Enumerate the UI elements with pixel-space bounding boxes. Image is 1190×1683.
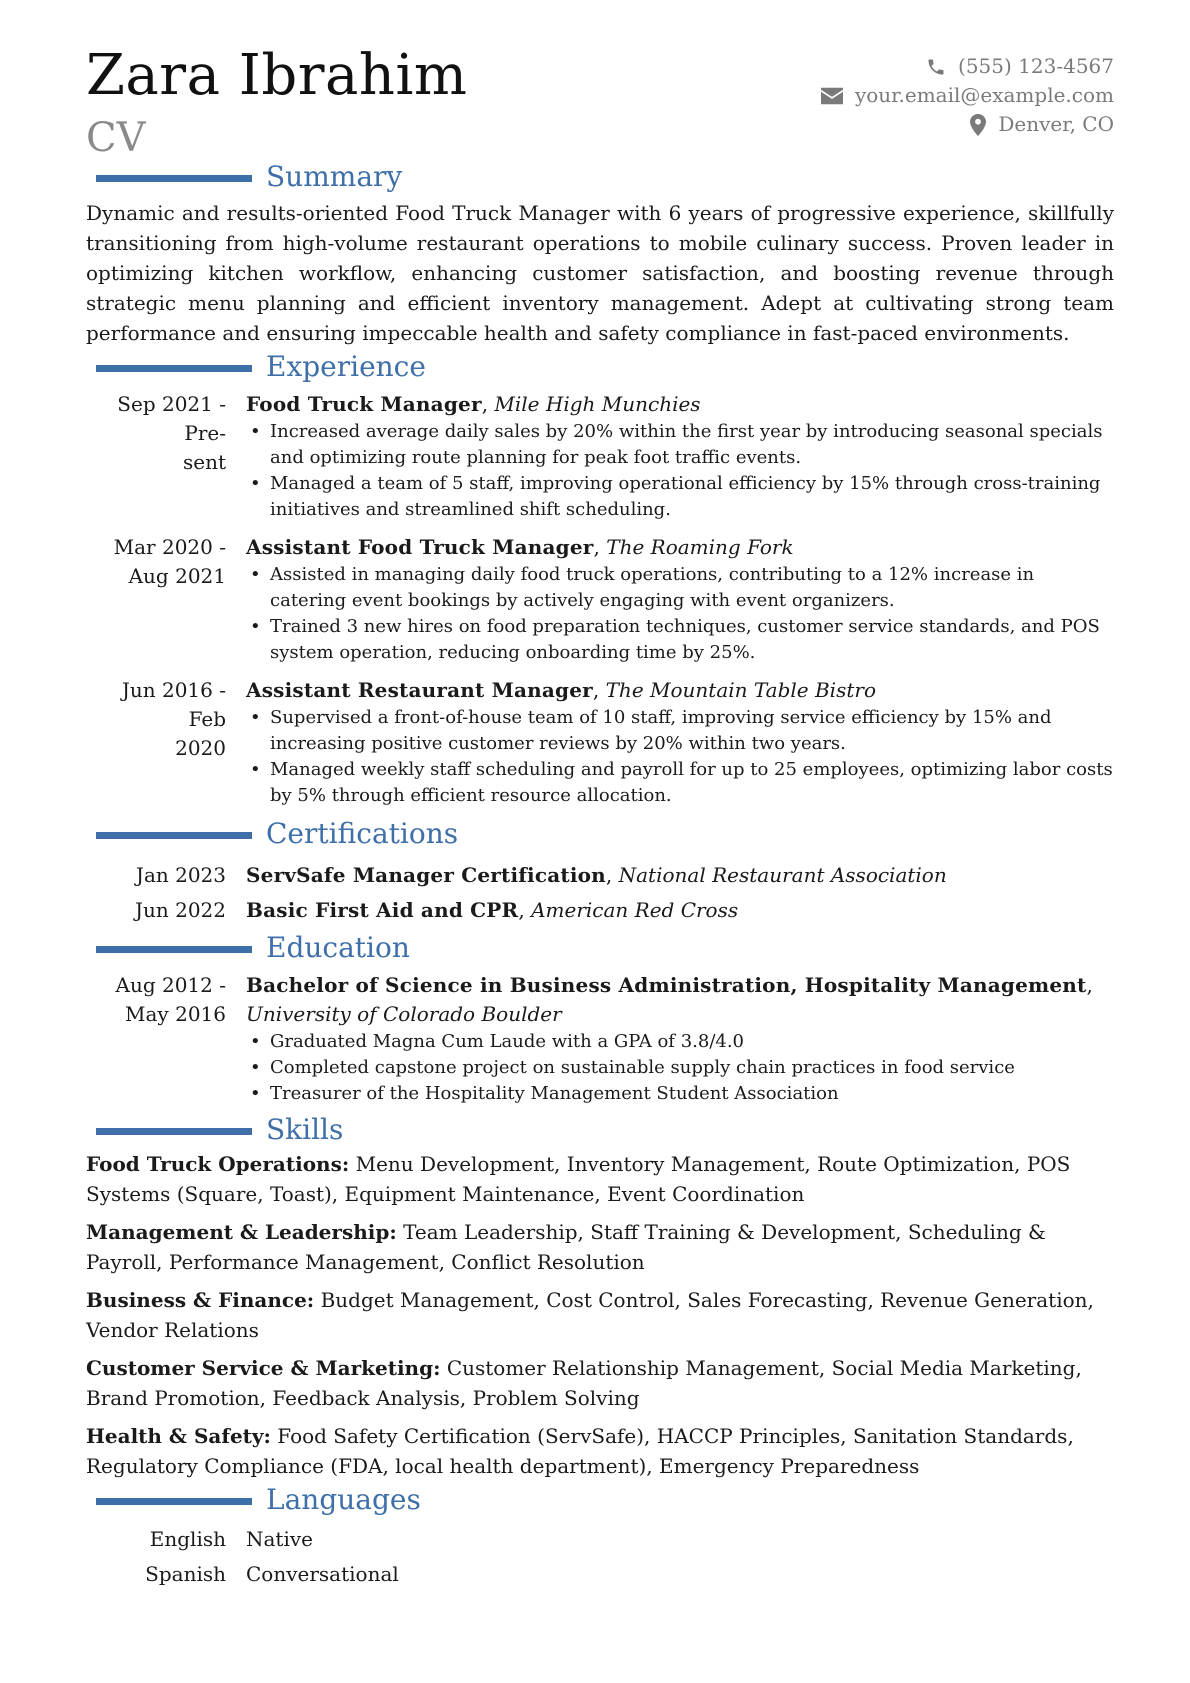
section-skills-header [86,1115,1114,1149]
school-name: University of Colorado Boulder [246,1002,562,1026]
job-title: Assistant Food Truck Manager [246,535,594,559]
entry-date [86,971,246,1107]
list-item: • Supervised a front-of-house team of 10 staff, improving service efficiency by 15% and increasing positive customer reviews by 20% within two years. [270,705,1114,757]
skill-items: Customer Relationship Management, Social Media Marketing, Brand Promotion, Feedback Analysis, Problem Solving [86,1356,1082,1410]
skill-group [86,1353,1114,1413]
entry-body: Bachelor of Science in Business Administration, Hospitality Management, University of Colorado Boulder • Graduated Magna Cum Laude with a GPA of 3.8/4.0 • Completed capstone project on sustainable supply chain practices in food service • Treasurer of the Hospitality Management Student Association [246,971,1114,1107]
entry-date [86,676,246,809]
entry-body: Assistant Food Truck Manager, The Roaming Fork • Assisted in managing daily food truck operations, contributing to a 12% increase in catering event bookings by actively engaging with event organizers. • Trained 3 new hires on food preparation techniques, customer service standards, and POS system operation, reducing onboarding time by 25%. [246,533,1114,666]
list-item: • Managed weekly staff scheduling and payroll for up to 25 employees, optimizing labor costs by 5% through efficient resource allocation. [270,757,1114,809]
section-title: Skills [266,1113,344,1146]
list-item: • Graduated Magna Cum Laude with a GPA of 3.8/4.0 [270,1029,1114,1055]
section-title: Education [266,931,410,964]
job-title: Assistant Restaurant Manager [246,678,593,702]
section-experience-header [86,352,1114,386]
certification-title: Basic First Aid and CPR [246,898,519,922]
skill-items: Food Safety Certification (ServSafe), HACCP Principles, Sanitation Standards, Regulatory Compliance (FDA, local health department), Emergency Preparedness [86,1424,1074,1478]
section-title: Certifications [266,817,459,850]
language-name: Spanish [145,1562,226,1586]
section-bar [96,175,252,182]
skill-category: Health & Safety: [86,1424,271,1448]
employer: Mile High Munchies [494,392,701,416]
list-item: • Managed a team of 5 staff, improving operational efficiency by 15% through cross-training initiatives and streamlined shift scheduling. [270,471,1114,523]
skill-category: Business & Finance: [86,1288,315,1312]
contact-phone [821,52,1114,81]
language-entry [86,1524,1114,1554]
certification-entry [86,896,1114,925]
certification-title: ServSafe Manager Certification [246,863,606,887]
document-subtitle: CV [86,115,146,161]
date-line: Mar 2020 - [113,535,226,559]
phone-link[interactable]: (555) 123-4567 [958,54,1114,78]
degree-title: Bachelor of Science in Business Administration, Hospitality Management [246,973,1087,997]
person-name: Zara Ibrahim [86,43,468,108]
section-education-header [86,933,1114,967]
certification-entry [86,861,1114,890]
section-certifications-header [86,819,1114,853]
date-line: Jun 2016 - Feb [121,678,226,731]
header [86,40,1114,161]
bullet-list [246,1029,1114,1107]
skill-group [86,1421,1114,1481]
date-line: sent [182,450,226,474]
section-bar [96,365,252,372]
list-item: • Assisted in managing daily food truck operations, contributing to a 12% increase in catering event bookings by actively engaging with event organizers. [270,562,1114,614]
section-title: Summary [266,160,403,193]
contact-email [821,81,1114,110]
skill-items: Team Leadership, Staff Training & Development, Scheduling & Payroll, Performance Management, Conflict Resolution [86,1220,1046,1274]
phone-icon [926,57,946,77]
employer: The Mountain Table Bistro [605,678,876,702]
language-entry [86,1559,1114,1589]
contact-block [821,52,1114,139]
section-title: Languages [266,1483,421,1516]
summary-text: Dynamic and results-oriented Food Truck Manager with 6 years of progressive experience, skillfully transitioning from high-volume restaurant operations to mobile culinary success. Proven leader in optimizing kitchen workflow, enhancing customer satisfaction, and boosting revenue through strategic menu planning and efficient inventory management. Adept at cultivating strong team performance and ensuring impeccable health and safety compliance in fast-paced environments. [86,201,1114,345]
date-line: Aug 2012 - [115,973,226,997]
list-item: • Treasurer of the Hospitality Management Student Association [270,1081,1114,1107]
skill-category: Food Truck Operations: [86,1152,350,1176]
list-item: • Increased average daily sales by 20% within the first year by introducing seasonal specials and optimizing route planning for peak foot traffic events. [270,419,1114,471]
entry-body: Food Truck Manager, Mile High Munchies • Increased average daily sales by 20% within the first year by introducing seasonal specials and optimizing route planning for peak foot traffic events. • Managed a team of 5 staff, improving operational efficiency by 15% through cross-training initiatives and streamlined shift scheduling. [246,390,1114,523]
skill-group [86,1217,1114,1277]
language-level: Native [246,1527,313,1551]
entry-date [86,533,246,666]
section-summary-header [86,162,1114,196]
language-level: Conversational [246,1562,399,1586]
envelope-icon [821,87,843,105]
issuer: National Restaurant Association [618,863,947,887]
entry-body: ServSafe Manager Certification, National Restaurant Association [246,863,947,887]
map-pin-icon [970,114,986,136]
section-bar [96,946,252,953]
section-bar [96,1498,252,1505]
job-title: Food Truck Manager [246,392,482,416]
bullet-list [246,705,1114,809]
location-text: Denver, CO [998,112,1114,136]
experience-entry [86,390,1114,523]
section-bar [96,1128,252,1135]
list-item: • Trained 3 new hires on food preparation techniques, customer service standards, and POS system operation, reducing onboarding time by 25%. [270,614,1114,666]
skill-category: Customer Service & Marketing: [86,1356,441,1380]
cv-page [86,40,1114,1589]
contact-location [821,110,1114,139]
skill-items: Budget Management, Cost Control, Sales Forecasting, Revenue Generation, Vendor Relations [86,1288,1094,1342]
entry-date [86,390,246,523]
issuer: American Red Cross [531,898,739,922]
date-line: Sep 2021 - Pre- [117,392,226,445]
experience-entry [86,676,1114,809]
entry-date: Jan 2023 [135,863,226,887]
section-title: Experience [266,350,426,383]
bullet-list [246,419,1114,523]
email-link[interactable]: your.email@example.com [854,83,1114,107]
skill-category: Management & Leadership: [86,1220,397,1244]
skill-group [86,1285,1114,1345]
section-languages-header [86,1485,1114,1519]
education-entry [86,971,1114,1107]
entry-body: Assistant Restaurant Manager, The Mountain Table Bistro • Supervised a front-of-house team of 10 staff, improving service efficiency by 15% and increasing positive customer reviews by 20% within two years. • Managed weekly staff scheduling and payroll for up to 25 employees, optimizing labor costs by 5% through efficient resource allocation. [246,676,1114,809]
language-name: English [149,1527,226,1551]
entry-body: Basic First Aid and CPR, American Red Cross [246,898,739,922]
date-line: May 2016 [125,1002,226,1026]
entry-date: Jun 2022 [134,898,226,922]
date-line: 2020 [175,736,226,760]
bullet-list [246,562,1114,666]
employer: The Roaming Fork [606,535,794,559]
date-line: Aug 2021 [128,564,226,588]
list-item: • Completed capstone project on sustainable supply chain practices in food service [270,1055,1114,1081]
experience-entry [86,533,1114,666]
skill-group [86,1149,1114,1209]
section-bar [96,832,252,839]
skill-items: Menu Development, Inventory Management, Route Optimization, POS Systems (Square, Toast), Equipment Maintenance, Event Coordination [86,1152,1071,1206]
